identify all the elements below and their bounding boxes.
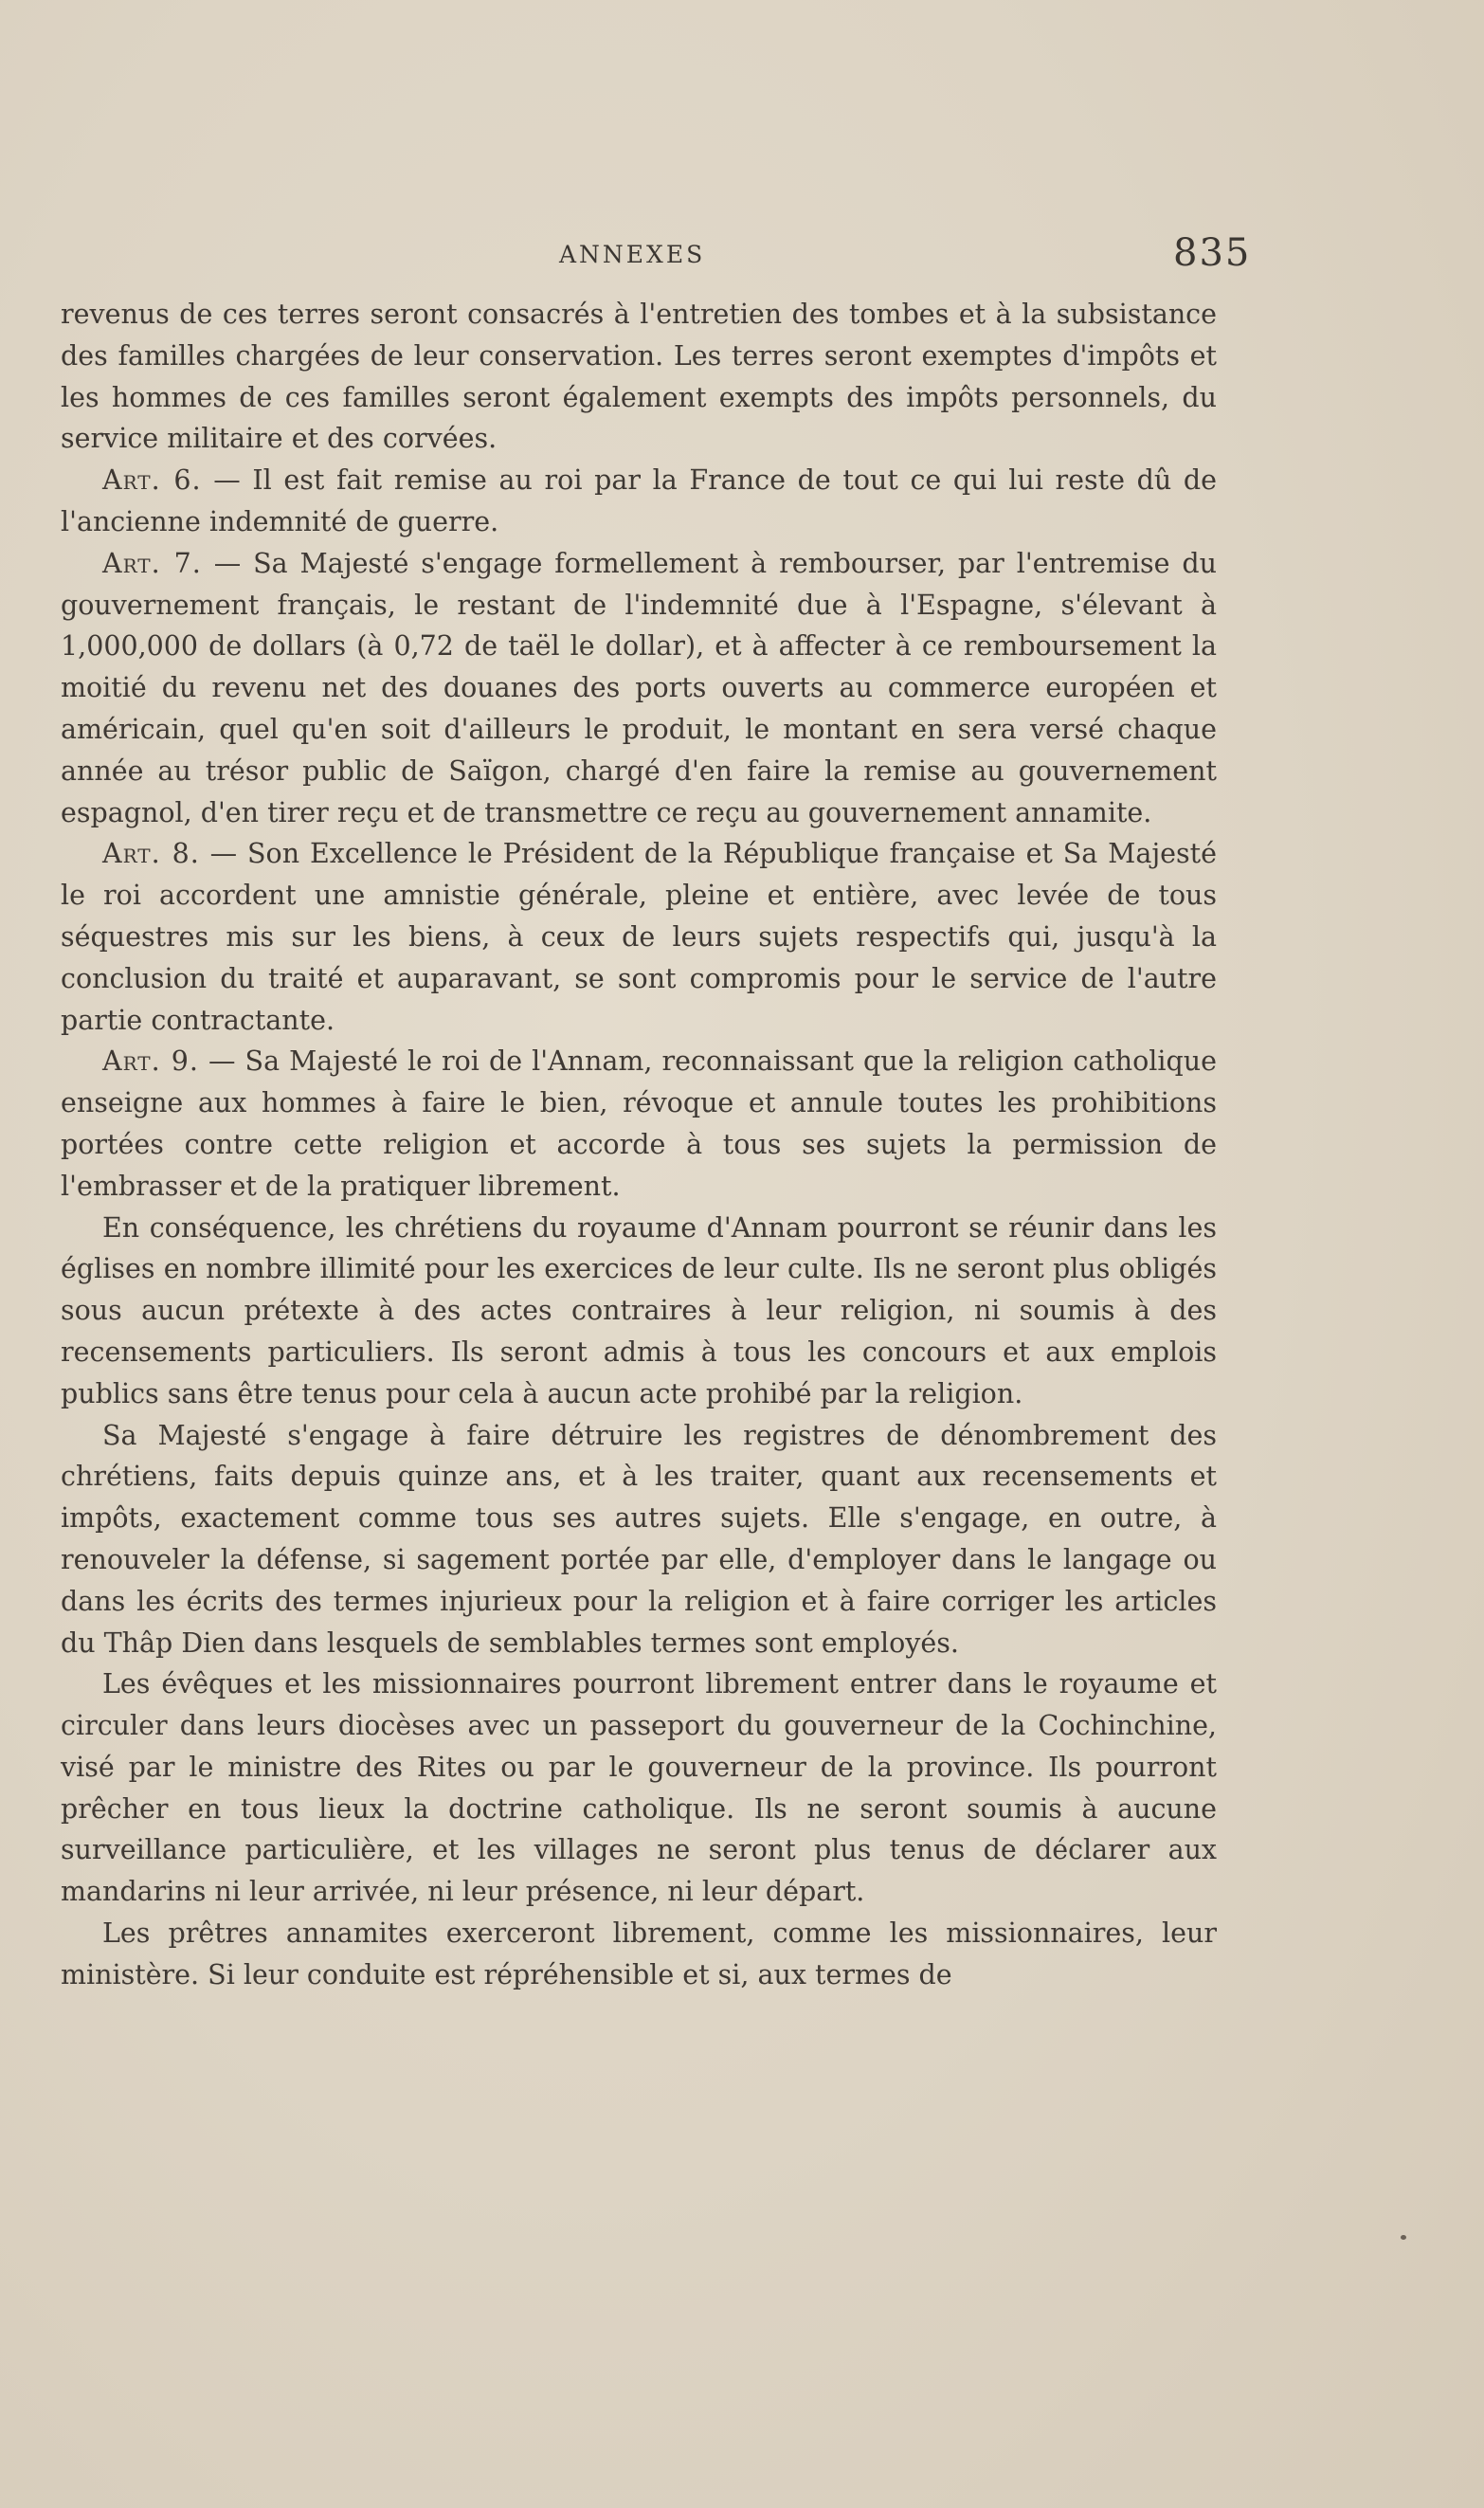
- running-head: [0, 231, 1484, 277]
- paragraph-text: — Il est fait remise au roi par la France de tout ce qui lui reste dû de l'ancienne indemnité de guerre.: [61, 464, 1217, 537]
- article-7-paragraph: [61, 543, 1217, 834]
- paragraph: [61, 1208, 1217, 1415]
- paragraph: [61, 1663, 1217, 1913]
- article-label: Art. 8.: [102, 838, 200, 870]
- article-8-paragraph: [61, 833, 1217, 1041]
- paper-speck: [1401, 2235, 1406, 2240]
- paragraph-continuation: [61, 294, 1217, 460]
- running-title: ANNEXES: [559, 241, 706, 268]
- article-9-paragraph: [61, 1041, 1217, 1207]
- paragraph: [61, 1913, 1217, 1996]
- paragraph-text: — Sa Majesté s'engage formellement à rembourser, par l'entremise du gouvernement français, le restant de l'indemnité due à l'Espagne, s'élevant à 1,000,000 de dollars (à 0,72 de taël le dollar), et à affecter à ce remboursement la moitié du revenu net des douanes des ports ouverts au commerce européen et américain, quel qu'en soit d'ailleurs le produit, le montant en sera versé chaque année au trésor public de Saïgon, chargé d'en faire la remise au gouvernement espagnol, d'en tirer reçu et de transmettre ce reçu au gouvernement annamite.: [61, 547, 1217, 828]
- article-6-paragraph: [61, 460, 1217, 543]
- paragraph-text: Sa Majesté s'engage à faire détruire les registres de dénombrement des chrétiens, faits depuis quinze ans, et à les traiter, quant aux recensements et impôts, exactement comme tous ses autres sujets. Elle s'engage, en outre, à renouveler la défense, si sagement portée par elle, d'employer dans le langage ou dans les écrits des termes injurieux pour la religion et à faire corriger les articles du Thâp Dien dans lesquels de semblables termes sont employés.: [61, 1419, 1217, 1659]
- paragraph: [61, 1415, 1217, 1664]
- paragraph-text: Les prêtres annamites exerceront librement, comme les missionnaires, leur ministère. Si leur conduite est répréhensible et si, aux termes de: [61, 1917, 1217, 1990]
- page-number: 835: [1173, 231, 1252, 275]
- paragraph-text: Les évêques et les missionnaires pourront librement entrer dans le royaume et circuler dans leurs diocèses avec un passeport du gouverneur de la Cochinchine, visé par le ministre des Rites ou par le gouverneur de la province. Ils pourront prêcher en tous lieux la doctrine catholique. Ils ne seront soumis à aucune surveillance particulière, et les villages ne seront plus tenus de déclarer aux mandarins ni leur arrivée, ni leur présence, ni leur départ.: [61, 1668, 1217, 1908]
- body-text: [61, 294, 1217, 1996]
- article-label: Art. 7.: [102, 547, 202, 579]
- paragraph-text: — Sa Majesté le roi de l'Annam, reconnaissant que la religion catholique enseigne aux hommes à faire le bien, révoque et annule toutes les prohibitions portées contre cette religion et accorde à tous ses sujets la permission de l'embrasser et de la pratiquer librement.: [61, 1045, 1217, 1202]
- paragraph-text: En conséquence, les chrétiens du royaume d'Annam pourront se réunir dans les églises en nombre illimité pour les exercices de leur culte. Ils ne seront plus obligés sous aucun prétexte à des actes contraires à leur religion, ni soumis à des recensements particuliers. Ils seront admis à tous les concours et aux emplois publics sans être tenus pour cela à aucun acte prohibé par la religion.: [61, 1211, 1217, 1409]
- article-label: Art. 6.: [102, 464, 202, 497]
- paragraph-text: — Son Excellence le Président de la République française et Sa Majesté le roi accordent une amnistie générale, pleine et entière, avec levée de tous séquestres mis sur les biens, à ceux de leurs sujets respectifs qui, jusqu'à la conclusion du traité et auparavant, se sont compromis pour le service de l'autre partie contractante.: [61, 838, 1217, 1036]
- article-label: Art. 9.: [102, 1045, 199, 1078]
- paragraph-text: revenus de ces terres seront consacrés à l'entretien des tombes et à la subsistance des familles chargées de leur conservation. Les terres seront exemptes d'impôts et les hommes de ces familles seront également exempts des impôts personnels, du service militaire et des corvées.: [61, 299, 1217, 455]
